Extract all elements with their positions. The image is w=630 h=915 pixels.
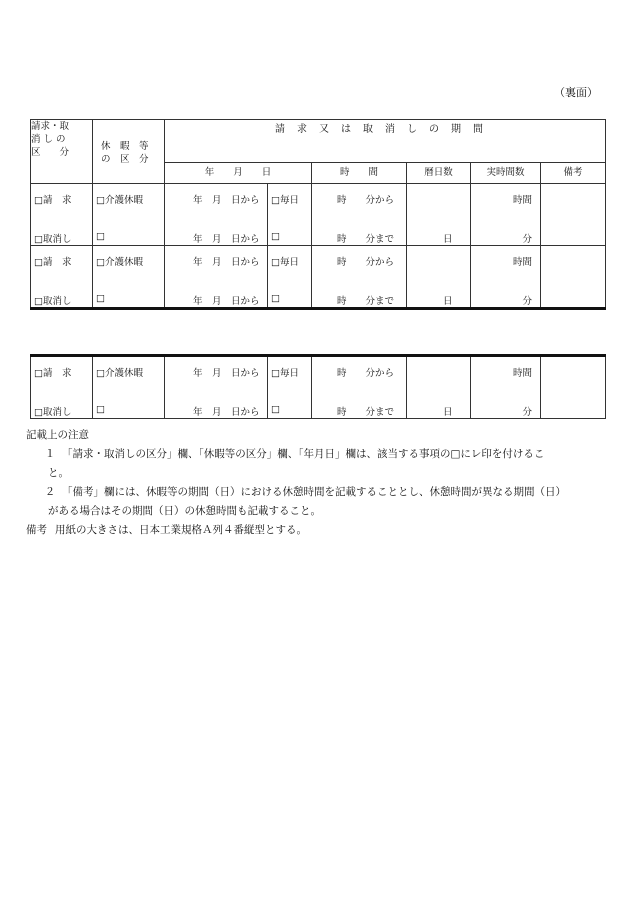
cancel-checkbox[interactable]: □取消し bbox=[34, 407, 72, 418]
care-leave-checkbox[interactable]: □介護休暇 bbox=[96, 368, 143, 379]
header-time: 時 間 bbox=[312, 163, 407, 184]
hours-unit: 時間 bbox=[512, 257, 532, 268]
date-from-field[interactable]: 年 月 日から bbox=[193, 407, 260, 418]
time-to-field[interactable]: 時 分まで bbox=[337, 234, 395, 245]
days-unit: 日 bbox=[443, 296, 453, 307]
note-item-2-continued: がある場合はその期間（日）の休憩時間も記載すること。 bbox=[48, 505, 321, 517]
header-remarks: 備考 bbox=[541, 163, 606, 184]
paper-size-remark: 備考 用紙の大きさは、日本工業規格Ａ列４番縦型とする。 bbox=[26, 524, 307, 536]
request-checkbox[interactable]: □請 求 bbox=[34, 368, 72, 379]
daily-blank-checkbox[interactable]: □ bbox=[271, 231, 280, 242]
minutes-unit: 分 bbox=[522, 407, 532, 418]
days-unit: 日 bbox=[443, 234, 453, 245]
date-from-field[interactable]: 年 月 日から bbox=[193, 368, 260, 379]
note-item-2: ２ 「備考」欄には、休暇等の期間（日）における休憩時間を記載することとし、休憩時間が異なる期間（日） bbox=[44, 486, 566, 498]
care-leave-checkbox[interactable]: □介護休暇 bbox=[96, 195, 143, 206]
daily-blank-checkbox[interactable]: □ bbox=[271, 404, 280, 415]
table-row bbox=[31, 246, 606, 309]
leave-request-table bbox=[30, 119, 606, 310]
minutes-unit: 分 bbox=[522, 296, 532, 307]
remarks-cell[interactable] bbox=[541, 246, 605, 307]
request-checkbox[interactable]: □請 求 bbox=[34, 195, 72, 206]
time-from-field[interactable]: 時 分から bbox=[337, 257, 395, 268]
header-calendar-days: 暦日数 bbox=[407, 163, 471, 184]
date-from-field[interactable]: 年 月 日から bbox=[193, 257, 260, 268]
remarks-cell[interactable] bbox=[541, 357, 605, 418]
leave-request-table-continued bbox=[30, 354, 606, 419]
notes-title: 記載上の注意 bbox=[26, 429, 89, 441]
time-from-field[interactable]: 時 分から bbox=[337, 368, 395, 379]
header-request-cancel: 請求・取 消 し の 区 分 bbox=[31, 120, 93, 184]
care-leave-checkbox[interactable]: □介護休暇 bbox=[96, 257, 143, 268]
entry-notes bbox=[26, 426, 606, 540]
time-to-field[interactable]: 時 分まで bbox=[337, 296, 395, 307]
minutes-unit: 分 bbox=[522, 234, 532, 245]
time-from-field[interactable]: 時 分から bbox=[337, 195, 395, 206]
date-from-field[interactable]: 年 月 日から bbox=[193, 195, 260, 206]
table-row bbox=[31, 356, 606, 419]
hours-unit: 時間 bbox=[512, 368, 532, 379]
daily-checkbox[interactable]: □毎日 bbox=[271, 368, 299, 379]
daily-checkbox[interactable]: □毎日 bbox=[271, 257, 299, 268]
note-item-1-continued: と。 bbox=[48, 467, 69, 479]
cancel-checkbox[interactable]: □取消し bbox=[34, 296, 72, 307]
request-checkbox[interactable]: □請 求 bbox=[34, 257, 72, 268]
page-side-label: （裏面） bbox=[554, 86, 598, 99]
daily-checkbox[interactable]: □毎日 bbox=[271, 195, 299, 206]
other-leave-checkbox[interactable]: □ bbox=[96, 293, 105, 304]
header-actual-hours: 実時間数 bbox=[471, 163, 541, 184]
days-unit: 日 bbox=[443, 407, 453, 418]
daily-blank-checkbox[interactable]: □ bbox=[271, 293, 280, 304]
hours-unit: 時間 bbox=[512, 195, 532, 206]
remarks-cell[interactable] bbox=[541, 184, 605, 245]
date-from-field[interactable]: 年 月 日から bbox=[193, 296, 260, 307]
table-row bbox=[31, 184, 606, 246]
header-period-title: 請求又は取消しの期間 bbox=[165, 120, 606, 163]
time-to-field[interactable]: 時 分まで bbox=[337, 407, 395, 418]
header-leave-type: 休 暇 等 の 区 分 bbox=[93, 120, 165, 184]
other-leave-checkbox[interactable]: □ bbox=[96, 231, 105, 242]
cancel-checkbox[interactable]: □取消し bbox=[34, 234, 72, 245]
note-item-1: １ 「請求・取消しの区分」欄、「休暇等の区分」欄、「年月日」欄は、該当する事項の□にレ印を付けるこ bbox=[44, 448, 545, 460]
date-from-field[interactable]: 年 月 日から bbox=[193, 234, 260, 245]
header-date: 年 月 日 bbox=[165, 163, 312, 184]
other-leave-checkbox[interactable]: □ bbox=[96, 404, 105, 415]
